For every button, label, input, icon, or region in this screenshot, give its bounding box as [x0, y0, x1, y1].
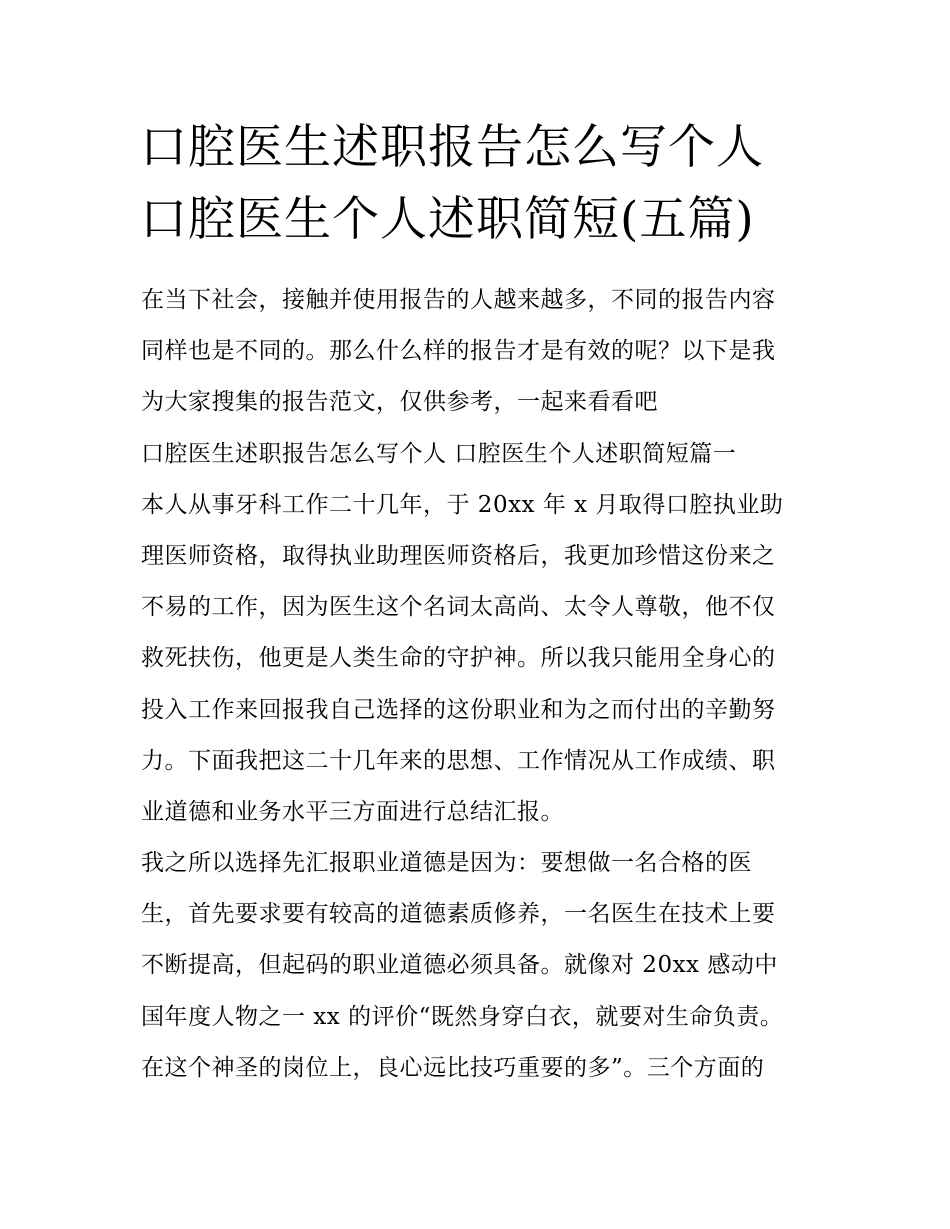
- paragraph-1-line-2: 理医师资格，取得执业助理医师资格后，我更加珍惜这份来之: [141, 542, 776, 569]
- intro-line-1: 在当下社会，接触并使用报告的人越来越多，不同的报告内容: [141, 287, 776, 313]
- paragraph-1-line-7: 业道德和业务水平三方面进行总结汇报。: [141, 798, 564, 825]
- paragraph-1-line-6: 力。下面我把这二十几年来的思想、工作情况从工作成绩、职: [141, 747, 776, 774]
- paragraph-2-line-5: 在这个神圣的岗位上，良心远比技巧重要的多”。三个方面的: [141, 1054, 765, 1081]
- paragraph-1-line-4: 救死扶伤，他更是人类生命的守护神。所以我只能用全身心的: [141, 645, 776, 672]
- section-heading: 口腔医生述职报告怎么写个人 口腔医生个人述职简短篇一: [141, 440, 737, 467]
- paragraph-1-line-5: 投入工作来回报我自己选择的这份职业和为之而付出的辛勤努: [141, 696, 776, 723]
- intro-line-3: 为大家搜集的报告范文，仅供参考，一起来看看吧: [141, 389, 658, 416]
- paragraph-2-line-3: 不断提高，但起码的职业道德必须具备。就像对 20xx 感动中: [141, 952, 778, 979]
- paragraph-2-line-2: 生，首先要求要有较高的道德素质修养，一名医生在技术上要: [141, 901, 776, 928]
- document-body: [141, 279, 821, 1098]
- title-line-1: 口腔医生述职报告怎么写个人: [140, 120, 764, 175]
- paragraph-1-line-3: 不易的工作，因为医生这个名词太高尚、太令人尊敬，他不仅: [141, 594, 776, 621]
- paragraph-1-line-1: 本人从事牙科工作二十几年，于 20xx 年 x 月取得口腔执业助: [141, 491, 784, 518]
- title-line-2: 口腔医生个人述职简短(五篇): [140, 192, 755, 247]
- intro-line-2: 同样也是不同的。那么什么样的报告才是有效的呢？以下是我: [141, 338, 776, 365]
- document-title: [140, 112, 820, 256]
- paragraph-2-line-4: 国年度人物之一 xx 的评价“既然身穿白衣，就要对生命负责。: [141, 1003, 784, 1030]
- paragraph-2-line-1: 我之所以选择先汇报职业道德是因为：要想做一名合格的医: [141, 850, 752, 877]
